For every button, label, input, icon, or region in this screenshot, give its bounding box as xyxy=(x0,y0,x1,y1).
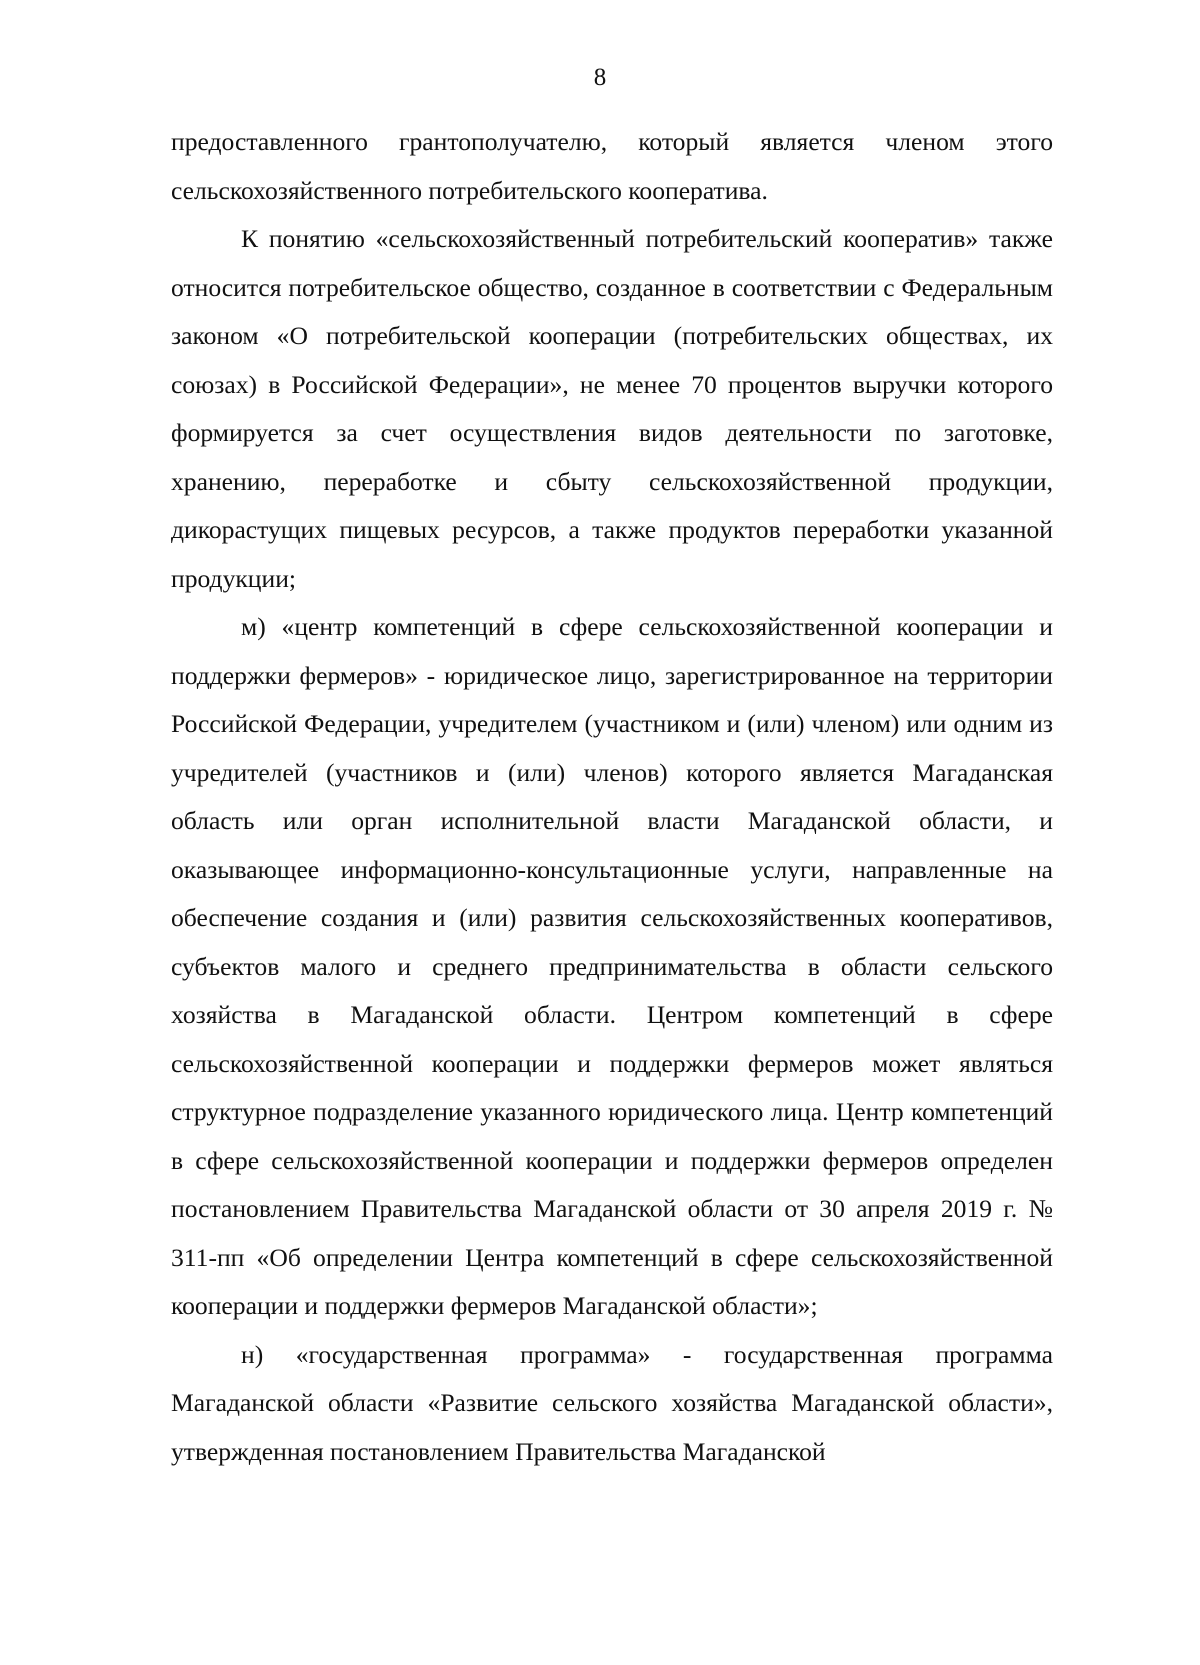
paragraph-cooperative-definition: К понятию «сельскохозяйственный потребительский кооператив» также относится потребительское общество, созданное в соответствии с Федеральным законом «О потребительской кооперации (потребительских обществах, их союзах) в Российской Федерации», не менее 70 процентов выручки которого формируется за счет осуществления видов деятельности по заготовке, хранению, переработке и сбыту сельскохозяйственной продукции, дикорастущих пищевых ресурсов, а также продуктов переработки указанной продукции; xyxy=(171,224,1053,593)
paragraph-continuation: предоставленного грантополучателю, который является членом этого сельскохозяйственного потребительского кооператива. xyxy=(171,127,1053,205)
document-body xyxy=(171,118,1053,1476)
paragraph-item-n: н) «государственная программа» - государственная программа Магаданской области «Развитие сельского хозяйства Магаданской области», утвержденная постановлением Правительства Магаданской xyxy=(171,1339,1053,1466)
paragraph-item-m: м) «центр компетенций в сфере сельскохозяйственной кооперации и поддержки фермеров» - юридическое лицо, зарегистрированное на территории Российской Федерации, учредителем (участником и (или) членом) или одним из учредителей (участников и (или) членов) которого является Магаданская область или орган исполнительной власти Магаданской области, и оказывающее информационно-консультационные услуги, направленные на обеспечение создания и (или) развития сельскохозяйственных кооперативов, субъектов малого и среднего предпринимательства в области сельского хозяйства в Магаданской области. Центром компетенций в сфере сельскохозяйственной кооперации и поддержки фермеров может являться структурное подразделение указанного юридического лица. Центр компетенций в сфере сельскохозяйственной кооперации и поддержки фермеров определен постановлением Правительства Магаданской области от 30 апреля 2019 г. № 311-пп «Об определении Центра компетенций в сфере сельскохозяйственной кооперации и поддержки фермеров Магаданской области»; xyxy=(171,612,1053,1320)
page-number: 8 xyxy=(593,64,607,91)
